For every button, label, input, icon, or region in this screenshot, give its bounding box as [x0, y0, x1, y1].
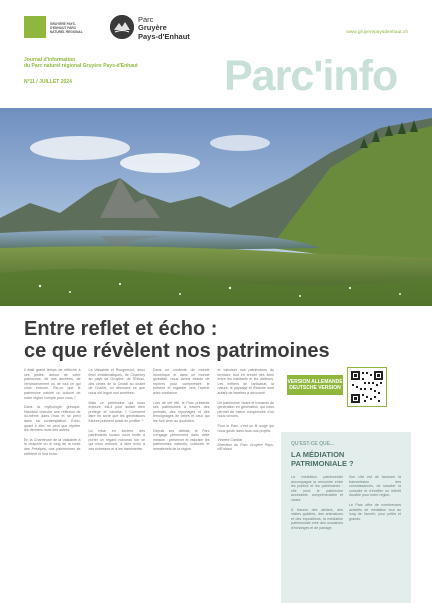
parc-name	[138, 16, 190, 41]
sidebar-body	[291, 475, 401, 531]
signature: Vincent Caridat Directeur du Parc Gruyère Pays-d'Enhaut	[217, 438, 274, 452]
journal-line1: Journal d'information	[24, 57, 76, 63]
paragraph: Le Parc offre de nombreuses activités de médiation tout au long de l'année, pour petits et grands.	[349, 502, 401, 521]
paragraph: La médiation patrimoniale accompagne la rencontre entre les publics et les patrimoines : elle rend le patrimoine accessible, compréhensible et vivant.	[291, 475, 343, 502]
gruyere-paysdenhaut-logo-icon[interactable]	[24, 16, 46, 38]
article-body	[24, 368, 274, 593]
parc-name-line3: Pays-d'Enhaut	[138, 31, 190, 41]
article-title	[24, 318, 404, 362]
article-column-3	[153, 368, 210, 593]
paragraph: Son rôle est de favoriser la transmission des connaissances, de susciter la curiosité et d'éveiller un intérêt durable pour notre région.	[349, 475, 401, 498]
version-line1: VERSION ALLEMANDE	[287, 379, 343, 385]
journal-subtitle	[24, 57, 194, 69]
mediation-sidebar	[281, 432, 411, 603]
german-version-button[interactable]	[287, 375, 343, 395]
paragraph: À travers des ateliers, des visites guidées, des animations et des expositions, la médiation patrimoniale crée des occasions d'échanges et de partage.	[291, 507, 343, 530]
paragraph: La Valsainte et Rougemont, deux lieux emblématiques, de Charmey au pays de Gruyère, de l'Étivaz, des cimes de la Cristal au chalet de Charlet, on découvre ce que nous ont légué nos ancêtres.	[88, 368, 145, 395]
paragraph: et valoriser nos patrimoines du territoire tout en créant des liens entre les habitants et les visiteurs. Les métiers de l'artisanat, la nature, le paysage et l'histoire sont autant de facettes à découvrir.	[217, 368, 274, 395]
parc-name-line1: Parc	[138, 15, 154, 24]
sidebar-kicker: QU'EST-CE QUE...	[291, 441, 335, 447]
paragraph: Depuis ses débuts, le Parc s'engage pleinement dans cette mission : préserver et valoriser les patrimoines naturels, culturels et immatériels de la région.	[153, 428, 210, 451]
qr-code-icon[interactable]	[350, 370, 384, 404]
green-logo-text: GRUYÈRE PAYS-D'ENHAUT PARC NATUREL RÉGIONAL	[50, 22, 83, 34]
paragraph: Il était grand temps de réfléchir à ces pistes, autour de votre patrimoine, de nos ancêtres, de l'environnement ou de tout ce qui vous entoure. Est-ce que le patrimoine naturel ou culturel de notre région compte pour vous ?	[24, 368, 81, 400]
page-header	[0, 0, 432, 108]
version-line2: DEUTSCHE VERSION	[289, 385, 341, 391]
paragraph: Pour le Parc, c'est un fil rouge qui nous guide dans tous nos projets.	[217, 423, 274, 433]
website-link[interactable]: www.gruyerepaysdenhaut.ch	[346, 30, 408, 35]
issue-number: N°11 / JUILLET 2024	[24, 79, 72, 85]
paragraph: Un patrimoine vivant et transmis de génération en génération, qui nous permet de mieux comprendre d'où nous venons.	[217, 400, 274, 419]
article-column-1	[24, 368, 81, 593]
mountain-lake-photo	[0, 108, 432, 306]
masthead-title: Parc'info	[224, 52, 398, 100]
paragraph: La mise en lumière des patrimoines locaux nous invite à porter un regard nouveau sur ce qui nous entoure, à faire écho à ces richesses et à les transmettre.	[88, 428, 145, 451]
paragraph: Mais ce patrimoine qui nous entoure, est-il pour autant bien protégé et valorisé ? Comment faire en sorte que les générations futures puissent aussi en profiter ?	[88, 400, 145, 423]
article-column-4	[218, 368, 275, 593]
paragraph: Lors de cet été, le Parc présente ses patrimoines à travers des portraits, des reportages et des témoignages de celles et ceux qui les font vivre au quotidien.	[153, 400, 210, 423]
landscape-illustration	[0, 108, 432, 306]
journal-line2: du Parc naturel régional Gruyère Pays-d'Enhaut	[24, 63, 138, 70]
paragraph: Dans un contexte de monde numérique et dans un monde globalisé, nous avons besoin de repères pour comprendre le présent et regarder vers l'avenir avec confiance.	[153, 368, 210, 395]
parc-name-line2: Gruyère	[138, 23, 167, 33]
sidebar-column-2	[349, 475, 401, 531]
article-column-2	[89, 368, 146, 593]
article-title-line1: Entre reflet et écho :	[24, 318, 218, 340]
paragraph: En la Chartreuse de la Valsainte à la chapelle ou le long de la route des Préalpes, nos patrimoines se reflètent et font écho.	[24, 437, 81, 456]
sidebar-title: LA MÉDIATION PATRIMONIALE ?	[291, 450, 354, 468]
paragraph: Dans la mythologie grecque, Narcisse cherche une réflexion de lui-même dans l'eau et se perd dans sa contemplation. Écho, quant à elle, ne peut que répéter les derniers mots des autres.	[24, 405, 81, 433]
sidebar-column-1	[291, 475, 343, 531]
parc-mountain-logo-icon[interactable]	[110, 15, 134, 39]
article-title-line2: ce que révèlent nos patrimoines	[24, 340, 330, 362]
